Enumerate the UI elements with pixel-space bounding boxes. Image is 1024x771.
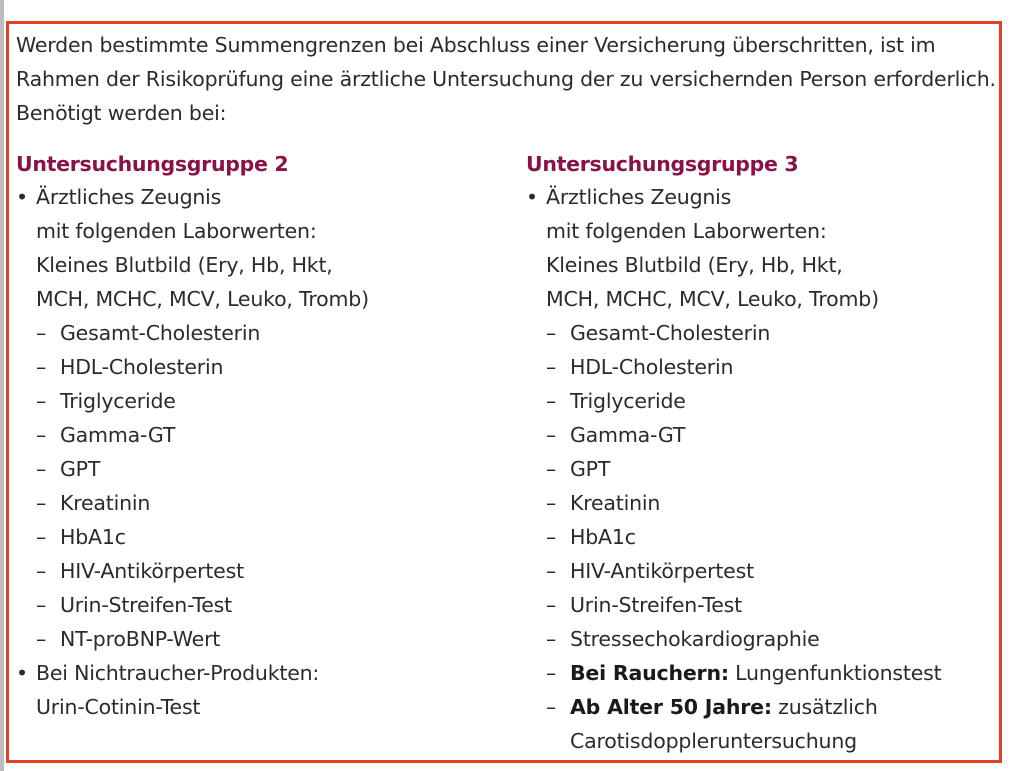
- group-2-lab-intro: mit folgenden Laborwerten:: [36, 219, 317, 243]
- group-2-title: Untersuchungsgruppe 2: [16, 152, 289, 176]
- group-2-zeugnis: • Ärztliches Zeugnis: [16, 180, 496, 214]
- group-2-column: [16, 146, 496, 724]
- page-edge: [0, 0, 4, 771]
- intro-text: Werden bestimmte Summengrenzen bei Abschluss einer Versicherung überschritten, ist im Rahmen der Risikoprüfung eine ärztliche Untersuchung der zu versichernden Person erforderlich. Benötigt werden bei:: [16, 33, 996, 125]
- group-2-nonsmoker-label: • Bei Nichtraucher-Produkten:: [16, 656, 496, 690]
- group-2-blutbild-line-1: Kleines Blutbild (Ery, Hb, Hkt,: [36, 253, 333, 277]
- group-3-blutbild-line-1: Kleines Blutbild (Ery, Hb, Hkt,: [546, 253, 843, 277]
- list-item: – Kreatinin: [16, 486, 496, 520]
- group-3-title: Untersuchungsgruppe 3: [526, 152, 799, 176]
- list-item: – HIV-Antikörpertest: [16, 554, 496, 588]
- age-label: Ab Alter 50 Jahre:: [570, 695, 772, 719]
- group-2-nonsmoker-test: Urin-Cotinin-Test: [36, 695, 201, 719]
- group-3-smoker-item: [526, 656, 996, 690]
- smoker-label: Bei Rauchern:: [570, 661, 729, 685]
- list-item: – Kreatinin: [526, 486, 996, 520]
- group-3-lab-intro: mit folgenden Laborwerten:: [546, 219, 827, 243]
- smoker-text: Lungenfunktionstest: [728, 661, 942, 685]
- list-item: – Gesamt-Cholesterin: [526, 316, 996, 350]
- list-item: – Gesamt-Cholesterin: [16, 316, 496, 350]
- list-item: – GPT: [526, 452, 996, 486]
- list-item: – Gamma-GT: [16, 418, 496, 452]
- list-item: – HIV-Antikörpertest: [526, 554, 996, 588]
- group-3-zeugnis: • Ärztliches Zeugnis: [526, 180, 996, 214]
- list-item: – HbA1c: [16, 520, 496, 554]
- list-item: – GPT: [16, 452, 496, 486]
- age-text: zusätzlich: [771, 695, 878, 719]
- list-item: – Triglyceride: [526, 384, 996, 418]
- group-2-blutbild-line-2: MCH, MCHC, MCV, Leuko, Tromb): [36, 287, 369, 311]
- list-item: – HDL-Cholesterin: [16, 350, 496, 384]
- list-item: – Gamma-GT: [526, 418, 996, 452]
- list-item: – HDL-Cholesterin: [526, 350, 996, 384]
- group-3-column: [526, 146, 996, 758]
- group-3-age-item: [526, 690, 996, 724]
- list-item: – Urin-Streifen-Test: [16, 588, 496, 622]
- list-item: – Triglyceride: [16, 384, 496, 418]
- list-item: – Stressechokardiographie: [526, 622, 996, 656]
- list-item: – HbA1c: [526, 520, 996, 554]
- list-item: – Urin-Streifen-Test: [526, 588, 996, 622]
- group-3-blutbild-line-2: MCH, MCHC, MCV, Leuko, Tromb): [546, 287, 879, 311]
- group-3-age-continuation: Carotisdoppleruntersuchung: [570, 729, 857, 753]
- list-item: – NT-proBNP-Wert: [16, 622, 496, 656]
